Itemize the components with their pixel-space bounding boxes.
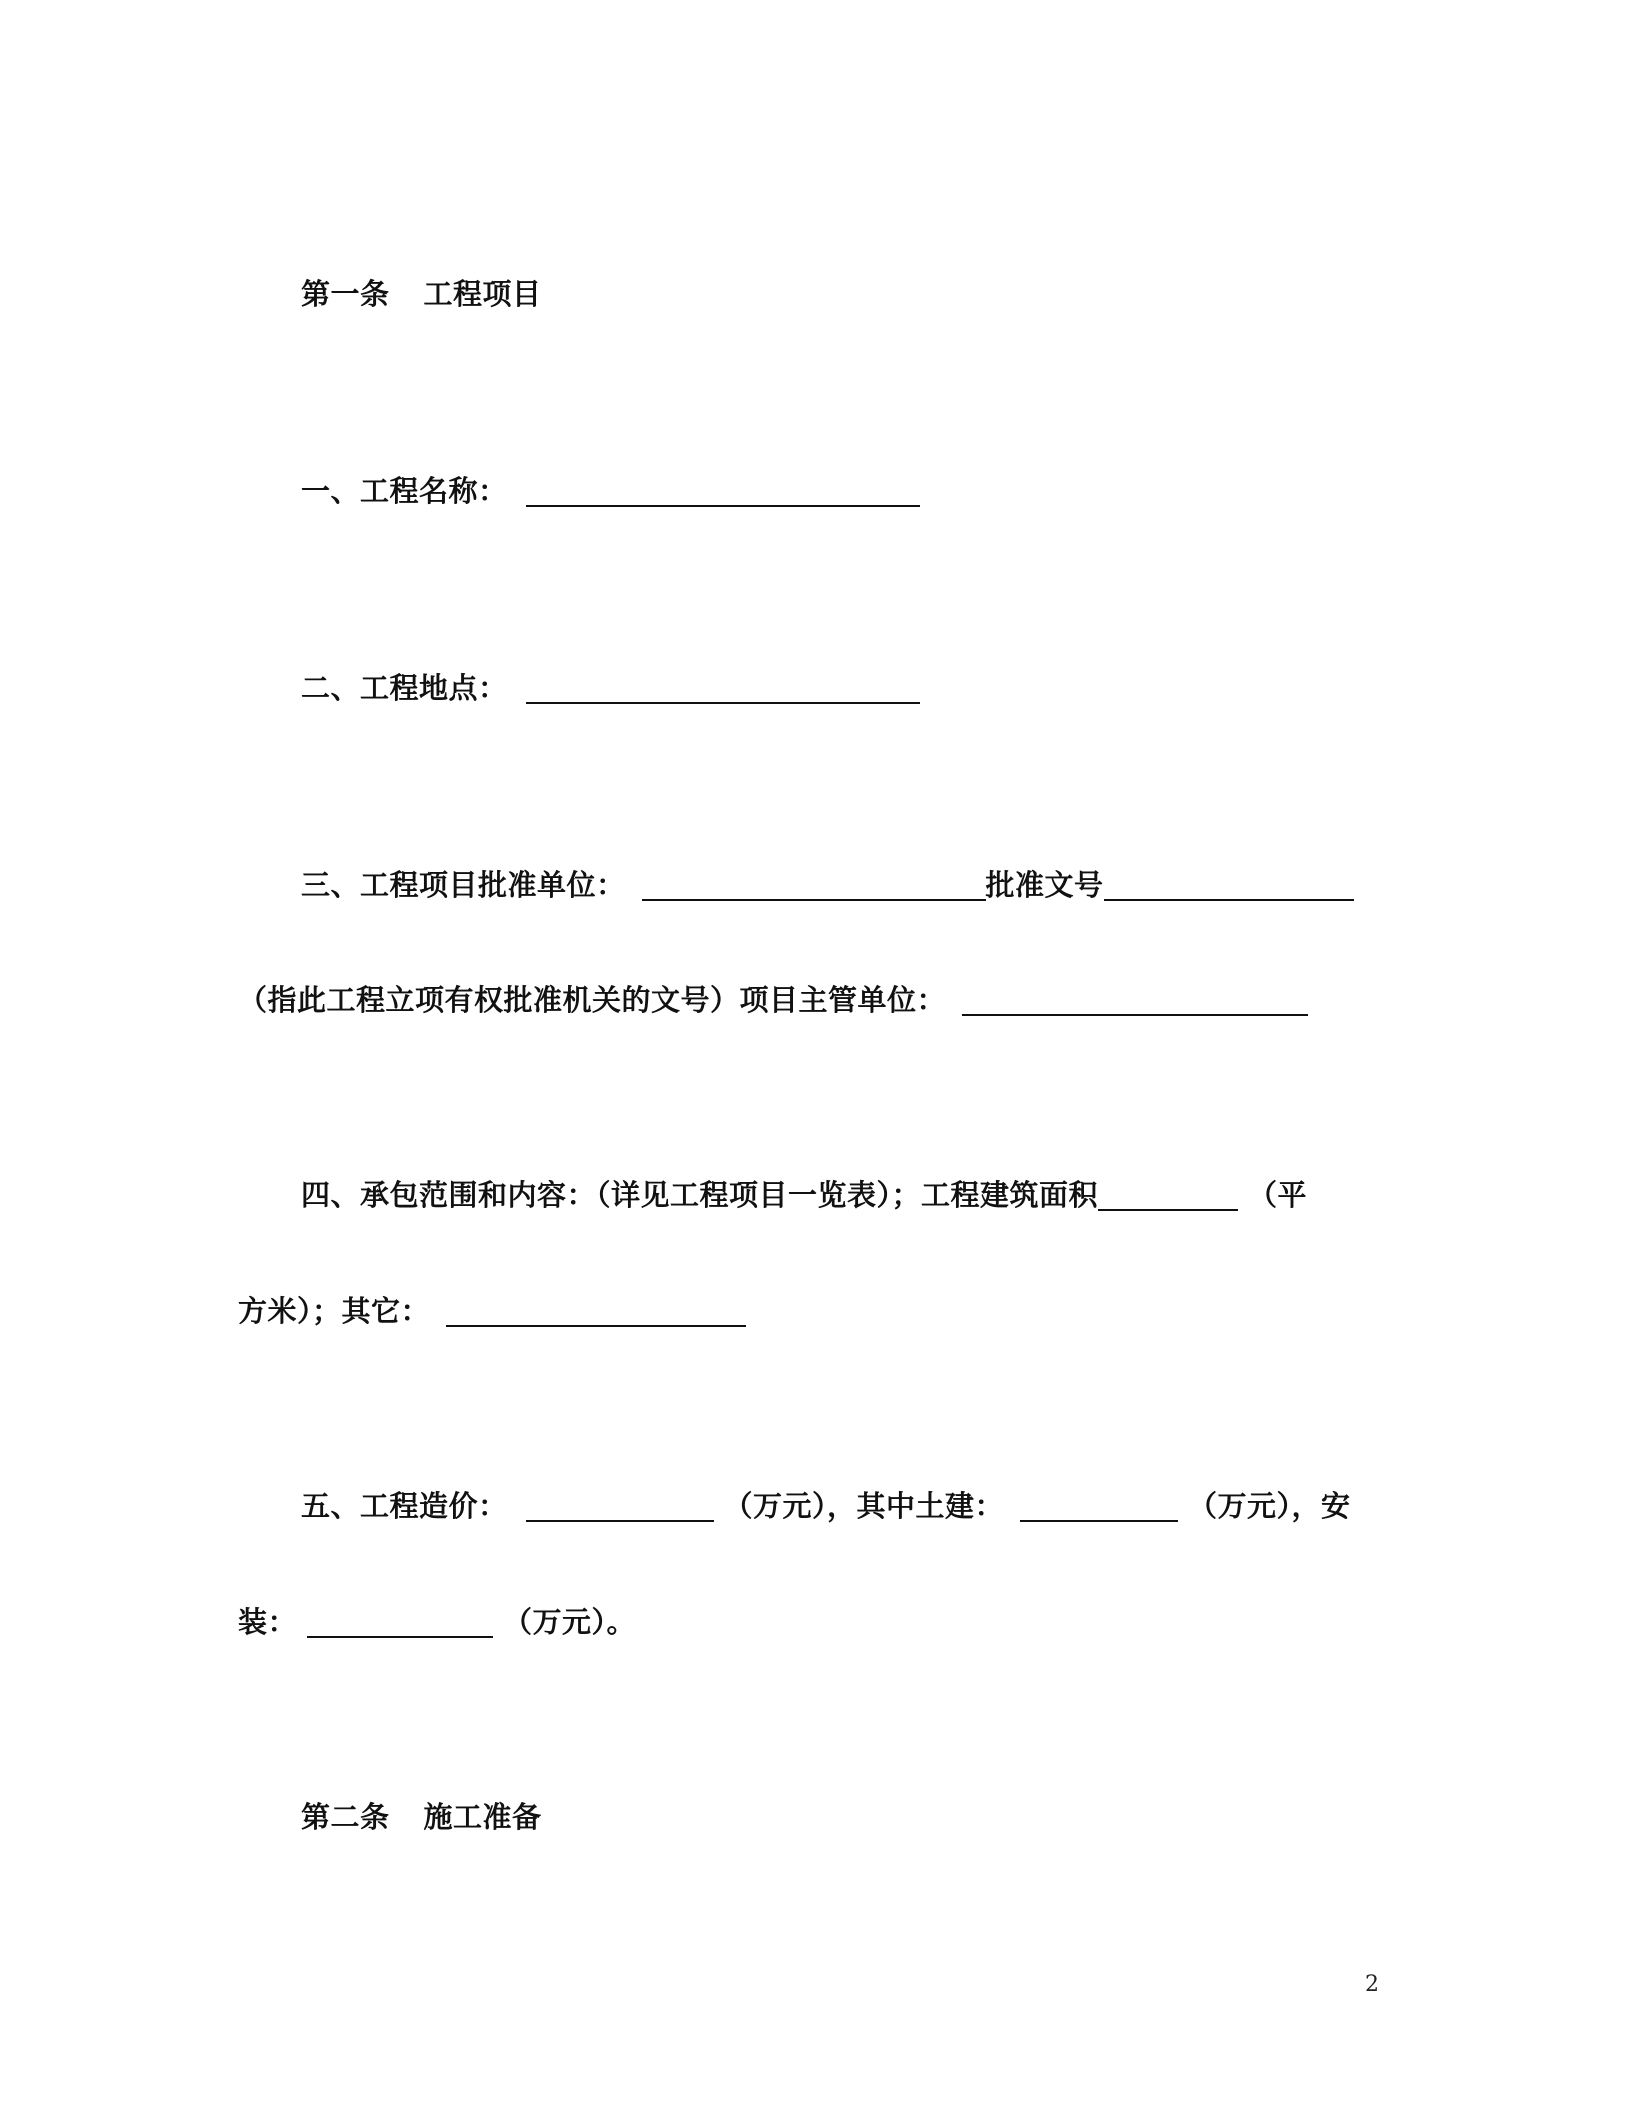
cost-label: 五、工程造价： [301, 1489, 508, 1523]
total-cost-field[interactable] [526, 1490, 714, 1522]
page-number: 2 [1365, 1972, 1379, 1997]
civil-label: （万元），其中土建： [723, 1489, 1005, 1523]
competent-unit-row [238, 980, 1308, 1020]
scope-label: 四、承包范围和内容：（详见工程项目一览表）；工程建筑面积 [301, 1178, 1099, 1212]
article-title: 施工准备 [423, 1800, 542, 1834]
approval-doc-field[interactable] [1104, 869, 1354, 901]
install-label-part1: （万元），安 [1188, 1489, 1351, 1523]
project-location-field[interactable] [526, 672, 920, 704]
project-name-label: 一、工程名称： [301, 474, 508, 508]
article-number: 第一条 [301, 277, 390, 311]
approval-doc-label: 批准文号 [985, 868, 1104, 902]
install-label: 装： [238, 1605, 298, 1639]
project-location-row [301, 668, 920, 708]
cost-row-2 [238, 1602, 636, 1642]
project-location-label: 二、工程地点： [301, 671, 508, 705]
article-title: 工程项目 [423, 277, 542, 311]
other-field[interactable] [446, 1295, 746, 1327]
approval-unit-label: 三、工程项目批准单位： [301, 868, 626, 902]
other-label: 方米）；其它： [238, 1294, 431, 1328]
cost-row [301, 1486, 1351, 1526]
article-1-heading [301, 274, 542, 314]
competent-unit-field[interactable] [962, 984, 1308, 1016]
area-unit-part1: （平 [1248, 1178, 1308, 1212]
scope-row [301, 1175, 1307, 1215]
article-number: 第二条 [301, 1800, 390, 1834]
approval-unit-row [301, 865, 1354, 905]
project-name-field[interactable] [526, 475, 920, 507]
building-area-field[interactable] [1098, 1179, 1238, 1211]
civil-cost-field[interactable] [1020, 1490, 1178, 1522]
approval-unit-field[interactable] [642, 869, 986, 901]
article-2-heading [301, 1797, 542, 1837]
competent-unit-label: （指此工程立项有权批准机关的文号）项目主管单位： [238, 983, 947, 1017]
install-cost-field[interactable] [307, 1606, 493, 1638]
install-unit: （万元）。 [503, 1605, 637, 1639]
project-name-row [301, 471, 920, 511]
scope-row-2 [238, 1291, 746, 1331]
